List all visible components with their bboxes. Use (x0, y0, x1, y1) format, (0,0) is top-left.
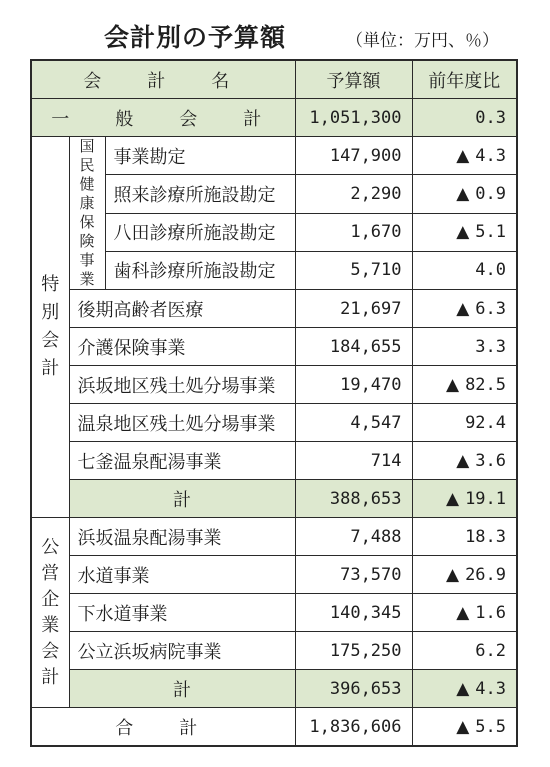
special-total-row (31, 480, 517, 518)
row-budget: 140,345 (295, 594, 412, 632)
row-ratio: ▲ 82.5 (412, 366, 517, 404)
row-name: 後期高齢者医療 (69, 290, 295, 328)
budget-table (30, 59, 518, 747)
special-total-budget: 388,653 (295, 480, 412, 518)
row-name: 温泉地区残土処分場事業 (69, 404, 295, 442)
row-ratio: ▲ 1.6 (412, 594, 517, 632)
row-ratio: 4.0 (412, 251, 517, 289)
row-name: 下水道事業 (69, 594, 295, 632)
public-total-budget: 396,653 (295, 670, 412, 708)
public-total-row (31, 670, 517, 708)
row-ratio: ▲ 4.3 (412, 137, 517, 175)
row-ratio: ▲ 0.9 (412, 175, 517, 213)
row-budget: 175,250 (295, 632, 412, 670)
row-name: 浜坂温泉配湯事業 (69, 518, 295, 556)
row-budget: 73,570 (295, 556, 412, 594)
row-name: 八田診療所施設勘定 (105, 213, 295, 251)
public-row-1 (31, 556, 517, 594)
row-ratio: ▲ 5.1 (412, 213, 517, 251)
public-row-0 (31, 518, 517, 556)
grand-total-label: 合 計 (31, 708, 295, 747)
row-ratio: ▲ 26.9 (412, 556, 517, 594)
row-budget: 147,900 (295, 137, 412, 175)
row-name: 介護保険事業 (69, 328, 295, 366)
general-row (31, 99, 517, 137)
nhi-label: 国 民 健 康 保 険 事 業 (69, 137, 105, 290)
special-total-label: 計 (69, 480, 295, 518)
nhi-row-0 (31, 137, 517, 175)
grand-total-ratio: ▲ 5.5 (412, 708, 517, 747)
public-total-label: 計 (69, 670, 295, 708)
row-ratio: ▲ 3.6 (412, 442, 517, 480)
header-budget: 予算額 (295, 60, 412, 99)
header-ratio: 前年度比 (412, 60, 517, 99)
unit-note: （単位：万円、％） (346, 31, 499, 51)
general-budget: 1,051,300 (295, 99, 412, 137)
page-title: 会計別の予算額 (104, 23, 287, 52)
row-budget: 714 (295, 442, 412, 480)
row-name: 水道事業 (69, 556, 295, 594)
row-name: 浜坂地区残土処分場事業 (69, 366, 295, 404)
row-name: 照来診療所施設勘定 (105, 175, 295, 213)
special-label: 特 別 会 計 (31, 137, 69, 518)
public-row-2 (31, 594, 517, 632)
row-name: 公立浜坂病院事業 (69, 632, 295, 670)
special-row-3 (31, 404, 517, 442)
row-budget: 4,547 (295, 404, 412, 442)
row-budget: 5,710 (295, 251, 412, 289)
row-name: 事業勘定 (105, 137, 295, 175)
public-row-3 (31, 632, 517, 670)
general-ratio: 0.3 (412, 99, 517, 137)
special-total-ratio: ▲ 19.1 (412, 480, 517, 518)
header-row (31, 60, 517, 99)
public-total-ratio: ▲ 4.3 (412, 670, 517, 708)
public-label: 公 営 企 業 会 計 (31, 518, 69, 708)
grand-total-budget: 1,836,606 (295, 708, 412, 747)
special-row-2 (31, 366, 517, 404)
header-name: 会 計 名 (31, 60, 295, 99)
row-ratio: ▲ 6.3 (412, 290, 517, 328)
special-row-0 (31, 290, 517, 328)
row-budget: 184,655 (295, 328, 412, 366)
special-row-1 (31, 328, 517, 366)
row-ratio: 92.4 (412, 404, 517, 442)
row-ratio: 3.3 (412, 328, 517, 366)
row-budget: 7,488 (295, 518, 412, 556)
row-ratio: 6.2 (412, 632, 517, 670)
row-budget: 19,470 (295, 366, 412, 404)
row-name: 歯科診療所施設勘定 (105, 251, 295, 289)
grand-total-row (31, 708, 517, 747)
row-budget: 2,290 (295, 175, 412, 213)
general-name: 一 般 会 計 (31, 99, 295, 137)
row-name: 七釜温泉配湯事業 (69, 442, 295, 480)
row-budget: 21,697 (295, 290, 412, 328)
row-ratio: 18.3 (412, 518, 517, 556)
row-budget: 1,670 (295, 213, 412, 251)
special-row-4 (31, 442, 517, 480)
